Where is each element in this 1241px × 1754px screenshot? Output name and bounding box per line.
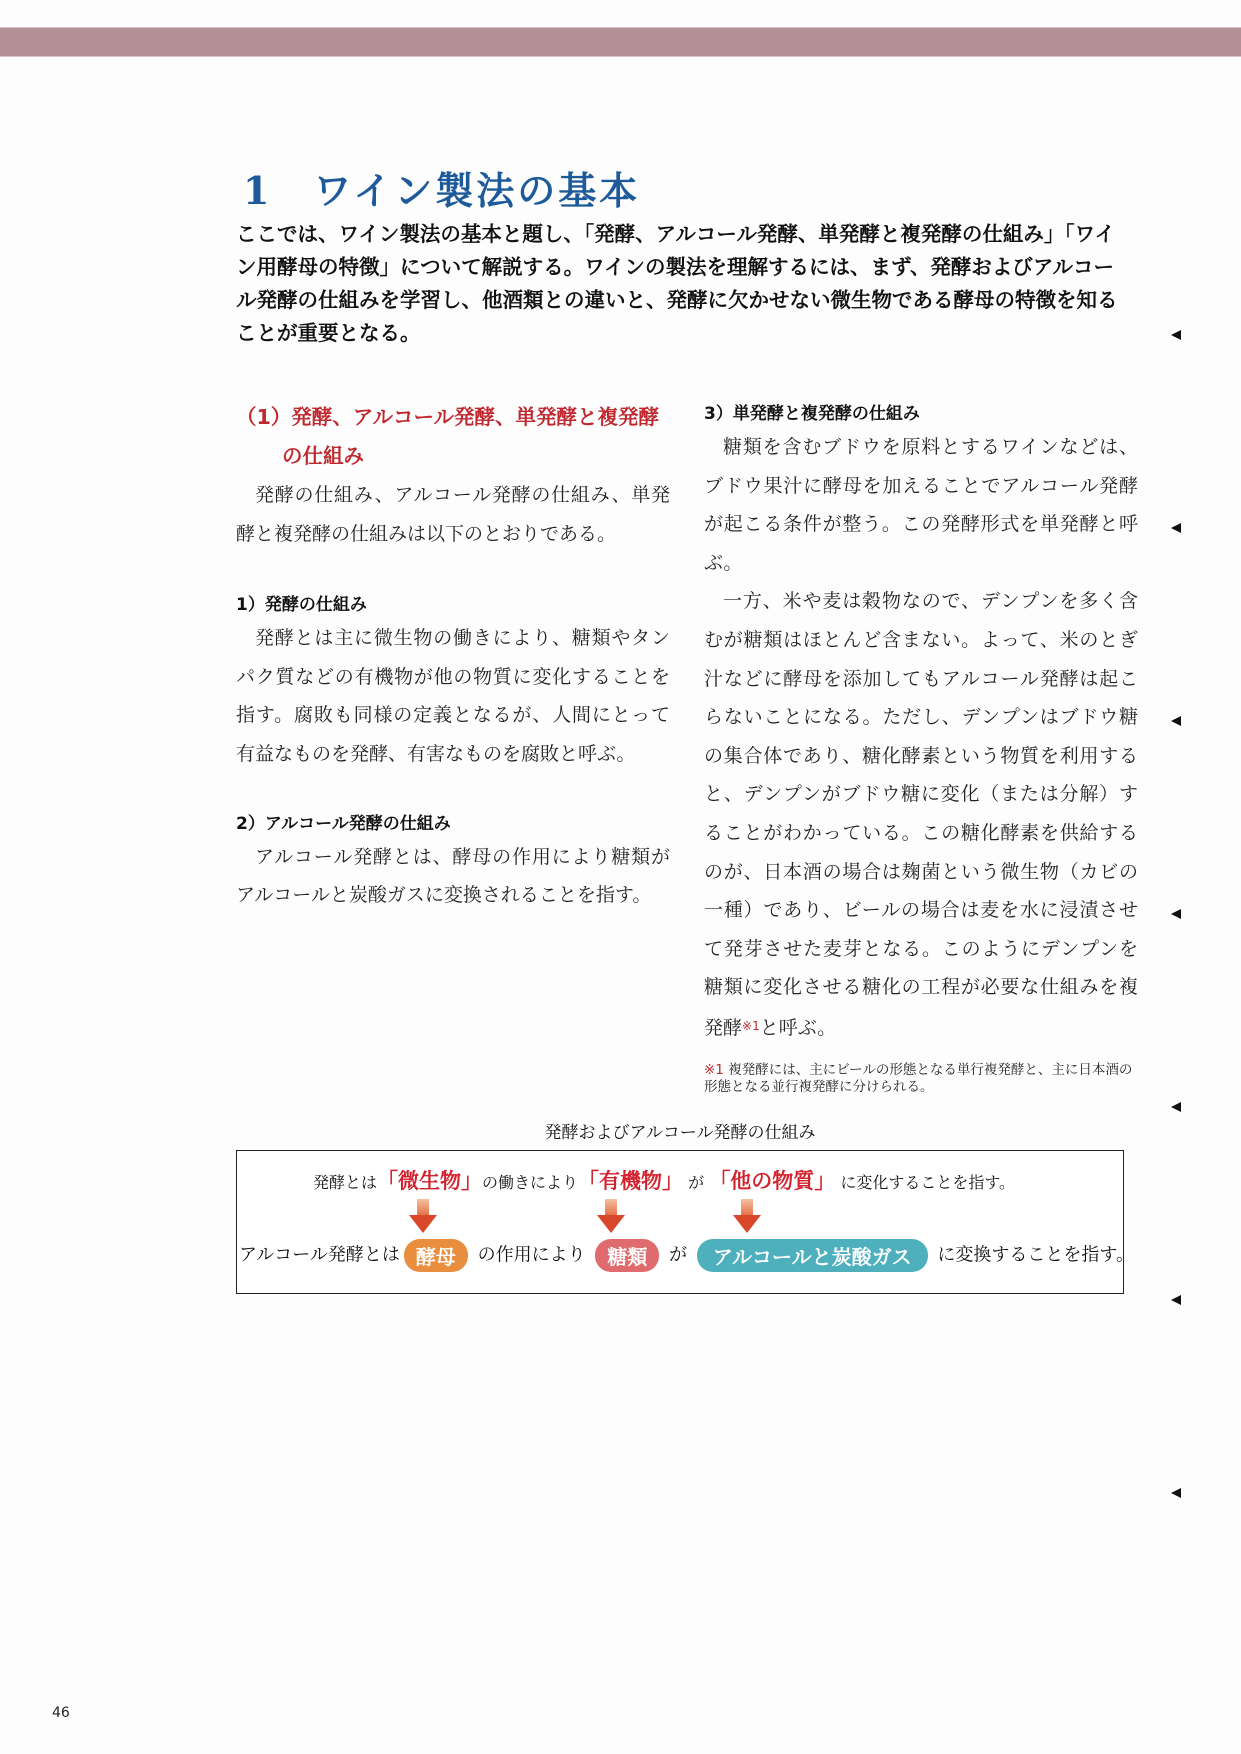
left-triangle-marker-icon: [1171, 716, 1181, 726]
fermentation-diagram: [236, 1150, 1134, 1294]
alcohol-fermentation-body: アルコール発酵とは、酵母の作用により糖類がアルコールと炭酸ガスに変換されることを指す。: [236, 845, 670, 907]
figure-caption: 発酵およびアルコール発酵の仕組み: [544, 1123, 816, 1143]
fermentation-body: 発酵とは主に微生物の働きにより、糖類やタンパク質などの有機物が他の物質に変化することを指す。腐敗も同様の定義となるが、人間にとって有益なものを発酵、有害なものを腐敗と呼ぶ。: [236, 627, 670, 765]
section-heading-line1: （1）発酵、アルコール発酵、単発酵と複発酵: [236, 405, 660, 429]
footnote-mark: ※1: [704, 1061, 724, 1078]
left-triangle-marker-icon: [1171, 1295, 1181, 1305]
down-arrow-icon: [597, 1199, 625, 1233]
left-triangle-marker-icon: [1171, 330, 1181, 340]
left-triangle-marker-icon: [1171, 523, 1181, 533]
footnote-reference[interactable]: ※1: [742, 1018, 760, 1033]
section-heading-line2: の仕組み: [282, 444, 364, 468]
subheading-alcohol-fermentation: 2）アルコール発酵の仕組み: [236, 813, 451, 834]
multiple-fermentation-body: 一方、米や麦は穀物なので、デンプンを多く含むが糖類はほとんど含まない。よって、米のとぎ汁などに酵母を添加してもアルコール発酵は起こらないことになる。ただし、デンプンはブドウ糖の集合体であり、糖化酵素という物質を利用すると、デンプンがブドウ糖に変化（または分解）することがわかっている。この糖化酵素を供給するのが、日本酒の場合は麹菌という微生物（カビの一種）であり、ビールの場合は麦を水に浸漬させて発芽させた麦芽となる。このようにデンプンを糖類に変化させる糖化の工程が必要な仕組みを複発酵$^{※1}$と呼ぶ。: [704, 590, 1138, 1039]
alcohol-fermentation-definition-row: アルコール発酵とは 酵母 の作用により 糖類 が アルコールと炭酸ガス に変換することを指す。: [239, 1239, 1134, 1272]
down-arrow-icon: [733, 1199, 761, 1233]
single-fermentation-body: 糖類を含むブドウを原料とするワインなどは、ブドウ果汁に酵母を加えることでアルコール発酵が起こる条件が整う。この発酵形式を単発酵と呼ぶ。: [704, 436, 1138, 574]
intro-paragraph: ここでは、ワイン製法の基本と題し、「発酵、アルコール発酵、単発酵と複発酵の仕組み」「ワイン用酵母の特徴」について解説する。ワインの製法を理解するには、まず、発酵およびアルコール発酵の仕組みを学習し、他酒類との違いと、発酵に欠かせない微生物である酵母の特徴を知ることが重要となる。: [236, 222, 1118, 345]
left-triangle-marker-icon: [1171, 909, 1181, 919]
keyword-microorganism: 「微生物」: [377, 1169, 483, 1193]
down-arrow-icon: [409, 1199, 437, 1233]
section-heading: [236, 398, 670, 476]
section-lead: 発酵の仕組み、アルコール発酵の仕組み、単発酵と複発酵の仕組みは以下のとおりである。: [236, 484, 670, 545]
pill-sugars: 糖類: [595, 1239, 659, 1272]
header-band: [0, 27, 1241, 57]
left-triangle-marker-icon: [1171, 1102, 1181, 1112]
pill-yeast: 酵母: [404, 1239, 468, 1272]
footnote-text: 複発酵には、主にビールの形態となる単行複発酵と、主に日本酒の形態となる並行複発酵に分けられる。: [704, 1061, 1133, 1095]
keyword-organic-matter: 「有機物」: [578, 1169, 684, 1193]
footnote: [704, 1062, 1138, 1096]
right-column: [704, 400, 1138, 1096]
keyword-other-substance: 「他の物質」: [709, 1169, 836, 1193]
left-column: [236, 398, 670, 915]
subheading-single-multiple-fermentation: 3）単発酵と複発酵の仕組み: [704, 404, 920, 424]
page-number: 46: [52, 1705, 70, 1721]
page-title: 1 ワイン製法の基本: [243, 168, 641, 213]
left-triangle-marker-icon: [1171, 1488, 1181, 1498]
pill-alcohol-and-co2: アルコールと炭酸ガス: [697, 1239, 928, 1272]
subheading-fermentation: 1）発酵の仕組み: [236, 595, 367, 616]
fermentation-definition-row: 発酵とは「微生物」の働きにより「有機物」 が 「他の物質」 に変化することを指す。: [313, 1169, 1016, 1193]
